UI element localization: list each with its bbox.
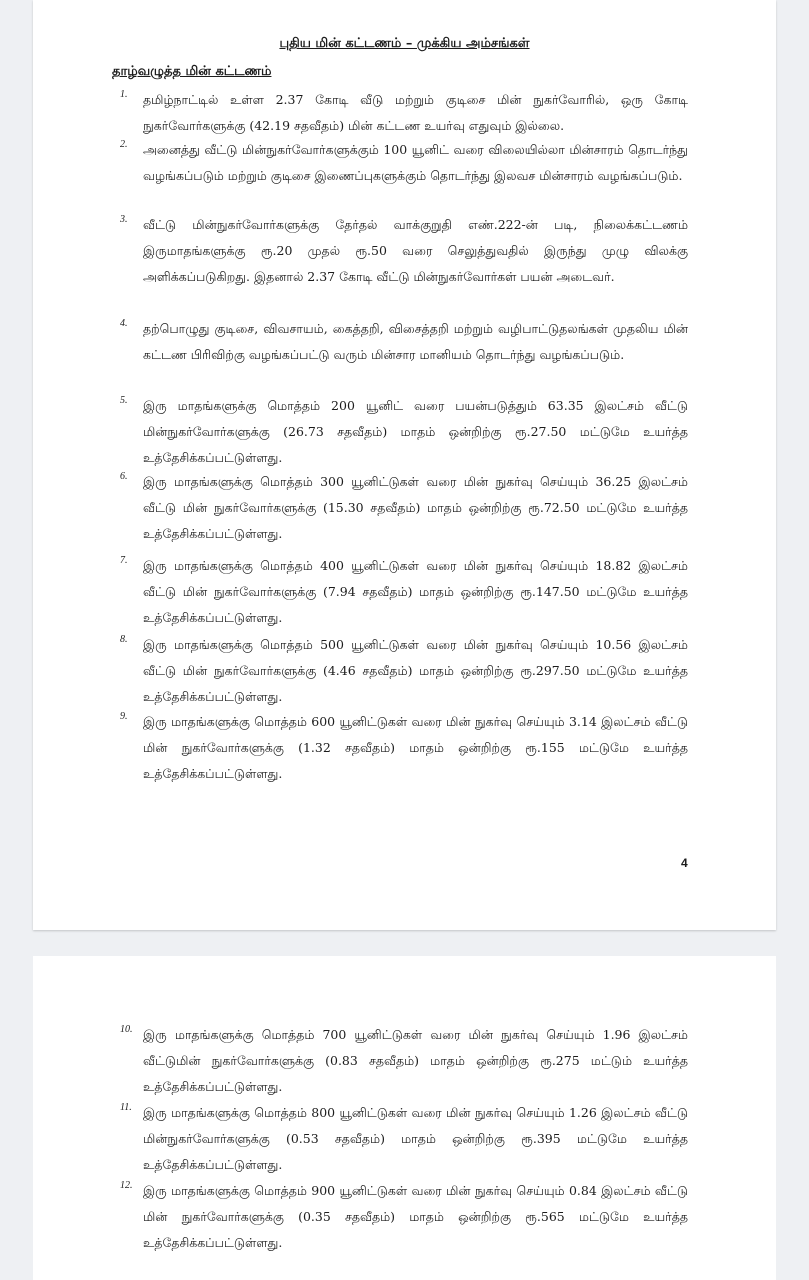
item-text: இரு மாதங்களுக்கு மொத்தம் 700 யூனிட்டுகள் வரை மின் நுகர்வு செய்யும் 1.96 இலட்சம் வீட்டுமின் நுகர்வோர்களுக்கு (0.83 சதவீதம்) மாதம் ஒன்றிற்கு ரூ.275 மட்டும் உயர்த்த உத்தேசிக்கப்பட்டுள்ளது.: [143, 1027, 688, 1094]
item-number: 9.: [120, 711, 128, 722]
document-page-4: [33, 0, 776, 930]
page-number: 4: [681, 856, 688, 870]
document-page-5: [33, 956, 776, 1280]
item-text: இரு மாதங்களுக்கு மொத்தம் 800 யூனிட்டுகள் வரை மின் நுகர்வு செய்யும் 1.26 இலட்சம் வீட்டு மின்நுகர்வோர்களுக்கு (0.53 சதவீதம்) மாதம் ஒன்றிற்கு ரூ.395 மட்டுமே உயர்த்த உத்தேசிக்கப்பட்டுள்ளது.: [143, 1105, 688, 1172]
item-text: தமிழ்நாட்டில் உள்ள 2.37 கோடி வீடு மற்றும் குடிசை மின் நுகர்வோரில், ஒரு கோடி நுகர்வோர்களுக்கு (42.19 சதவீதம்) மின் கட்டண உயர்வு எதுவும் இல்லை.: [143, 92, 688, 133]
document-title: புதிய மின் கட்டணம் – முக்கிய அம்சங்கள்: [279, 36, 530, 51]
item-number: 2.: [120, 139, 128, 150]
item-number: 12.: [120, 1180, 133, 1191]
item-number: 8.: [120, 634, 128, 645]
item-text: தற்பொழுது குடிசை, விவசாயம், கைத்தறி, விசைத்தறி மற்றும் வழிபாட்டுதலங்கள் முதலிய மின் கட்டண பிரிவிற்கு வழங்கப்பட்டு வரும் மின்சார மானியம் தொடர்ந்து வழங்கப்படும்.: [143, 321, 688, 362]
item-text: இரு மாதங்களுக்கு மொத்தம் 400 யூனிட்டுகள் வரை மின் நுகர்வு செய்யும் 18.82 இலட்சம் வீட்டு மின் நுகர்வோர்களுக்கு (7.94 சதவீதம்) மாதம் ஒன்றிற்கு ரூ.147.50 மட்டுமே உயர்த்த உத்தேசிக்கப்பட்டுள்ளது.: [143, 558, 688, 625]
item-text: இரு மாதங்களுக்கு மொத்தம் 900 யூனிட்டுகள் வரை மின் நுகர்வு செய்யும் 0.84 இலட்சம் வீட்டு மின் நுகர்வோர்களுக்கு (0.35 சதவீதம்) மாதம் ஒன்றிற்கு ரூ.565 மட்டுமே உயர்த்த உத்தேசிக்கப்பட்டுள்ளது.: [143, 1183, 688, 1250]
item-number: 4.: [120, 318, 128, 329]
item-number: 3.: [120, 214, 128, 225]
item-text: இரு மாதங்களுக்கு மொத்தம் 200 யூனிட் வரை பயன்படுத்தும் 63.35 இலட்சம் வீட்டு மின்நுகர்வோர்களுக்கு (26.73 சதவீதம்) மாதம் ஒன்றிற்கு ரூ.27.50 மட்டுமே உயர்த்த உத்தேசிக்கப்பட்டுள்ளது.: [143, 398, 688, 465]
item-number: 1.: [120, 89, 128, 100]
item-number: 5.: [120, 395, 128, 406]
item-number: 7.: [120, 555, 128, 566]
item-text: வீட்டு மின்நுகர்வோர்களுக்கு தேர்தல் வாக்குறுதி எண்.222-ன் படி, நிலைக்கட்டணம் இருமாதங்களுக்கு ரூ.20 முதல் ரூ.50 வரை செலுத்துவதில் இருந்து முழு விலக்கு அளிக்கப்படுகிறது. இதனால் 2.37 கோடி வீட்டு மின்நுகர்வோர்கள் பயன் அடைவர்.: [143, 217, 688, 284]
item-text: இரு மாதங்களுக்கு மொத்தம் 300 யூனிட்டுகள் வரை மின் நுகர்வு செய்யும் 36.25 இலட்சம் வீட்டு மின் நுகர்வோர்களுக்கு (15.30 சதவீதம்) மாதம் ஒன்றிற்கு ரூ.72.50 மட்டுமே உயர்த்த உத்தேசிக்கப்பட்டுள்ளது.: [143, 474, 688, 541]
item-number: 10.: [120, 1024, 133, 1035]
item-text: இரு மாதங்களுக்கு மொத்தம் 500 யூனிட்டுகள் வரை மின் நுகர்வு செய்யும் 10.56 இலட்சம் வீட்டு மின் நுகர்வோர்களுக்கு (4.46 சதவீதம்) மாதம் ஒன்றிற்கு ரூ.297.50 மட்டுமே உயர்த்த உத்தேசிக்கப்பட்டுள்ளது.: [143, 637, 688, 704]
item-text: அனைத்து வீட்டு மின்நுகர்வோர்களுக்கும் 100 யூனிட் வரை விலையில்லா மின்சாரம் தொடர்ந்து வழங்கப்படும் மற்றும் குடிசை இணைப்புகளுக்கும் தொடர்ந்து இலவச மின்சாரம் வழங்கப்படும்.: [143, 142, 688, 183]
item-text: இரு மாதங்களுக்கு மொத்தம் 600 யூனிட்டுகள் வரை மின் நுகர்வு செய்யும் 3.14 இலட்சம் வீட்டு மின் நுகர்வோர்களுக்கு (1.32 சதவீதம்) மாதம் ஒன்றிற்கு ரூ.155 மட்டுமே உயர்த்த உத்தேசிக்கப்பட்டுள்ளது.: [143, 714, 688, 781]
item-number: 6.: [120, 471, 128, 482]
section-heading: தாழ்வழுத்த மின் கட்டணம்: [112, 64, 272, 79]
item-number: 11.: [120, 1102, 132, 1113]
